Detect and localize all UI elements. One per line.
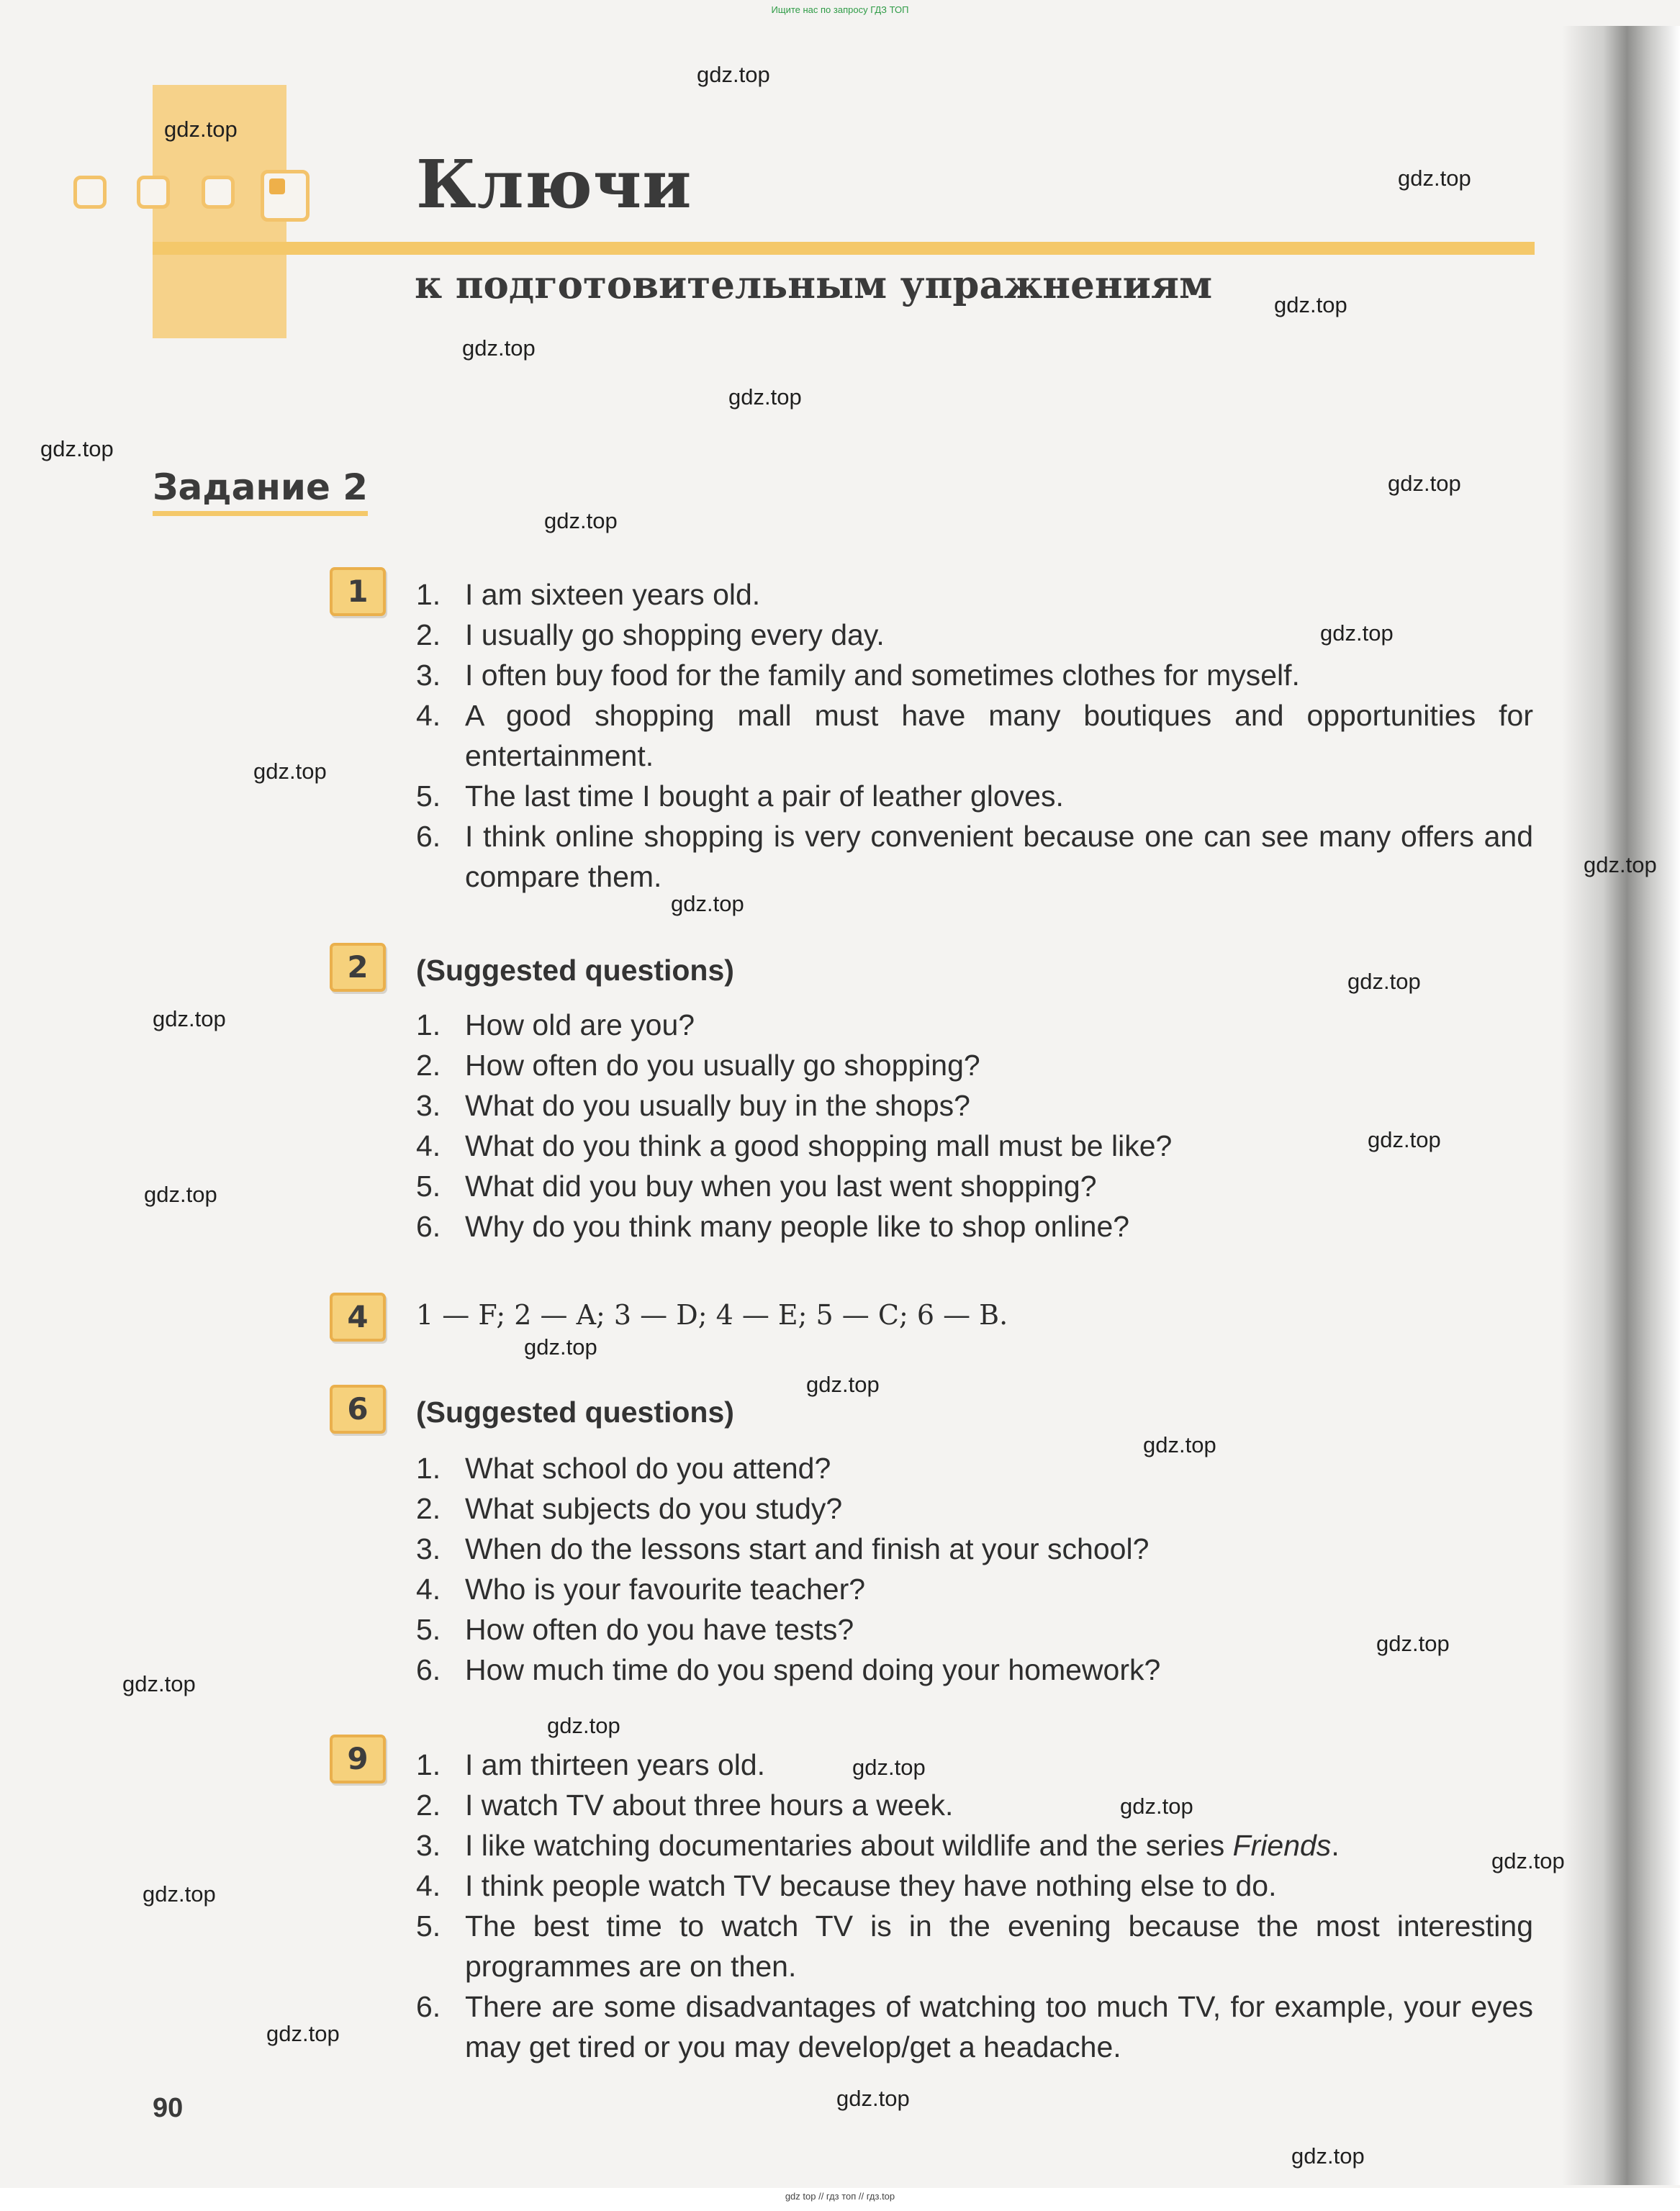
watermark: gdz.top — [544, 508, 618, 533]
watermark: gdz.top — [40, 436, 114, 461]
list-item: 4. I think people watch TV because they have nothing else to do. — [416, 1869, 1277, 1902]
exercise-6-list — [416, 1448, 1533, 1690]
page-number: 90 — [153, 2093, 184, 2123]
list-item: 6. Why do you think many people like to shop online? — [416, 1210, 1130, 1243]
watermark: gdz.top — [164, 117, 238, 142]
watermark: gdz.top — [1120, 1794, 1193, 1819]
watermark: gdz.top — [547, 1713, 620, 1738]
exercise-badge-4: 4 — [330, 1293, 386, 1342]
exercise-2-list — [416, 1005, 1533, 1247]
list-item: 3. What do you usually buy in the shops? — [416, 1089, 970, 1122]
watermark: gdz.top — [1274, 292, 1347, 317]
watermark: gdz.top — [1398, 166, 1471, 191]
watermark: gdz.top — [697, 62, 770, 87]
list-item: 1. What school do you attend? — [416, 1452, 831, 1485]
watermark: gdz.top — [1491, 1848, 1565, 1873]
exercise-4-answer: 1 — F; 2 — A; 3 — D; 4 — E; 5 — C; 6 — B. — [416, 1299, 1008, 1331]
watermark: gdz.top — [836, 2086, 910, 2111]
list-item: 3. When do the lessons start and finish at your school? — [416, 1532, 1150, 1565]
filled-square-icon — [261, 170, 310, 222]
exercise-badge-6: 6 — [330, 1385, 386, 1434]
list-item: 4. A good shopping mall must have many boutiques and opportunities for entertainment. — [416, 699, 1533, 772]
header-accent-line — [153, 242, 1535, 255]
watermark: gdz.top — [1388, 471, 1461, 496]
section-heading: Задание 2 — [153, 469, 368, 516]
watermark: gdz.top — [462, 335, 536, 361]
watermark: gdz.top — [1347, 969, 1421, 994]
watermark: gdz.top — [144, 1182, 217, 1207]
list-item: 1. How old are you? — [416, 1008, 695, 1041]
bottom-note: gdz top // гдз топ // гдз.top — [785, 2191, 895, 2202]
watermark: gdz.top — [266, 2021, 340, 2046]
list-item: 6. There are some disadvantages of watching too much TV, for example, your eyes may get tired or you may develop/get a headache. — [416, 1990, 1533, 2063]
watermark: gdz.top — [728, 384, 802, 410]
book-gutter — [1562, 26, 1680, 2185]
list-item: 2. What subjects do you study? — [416, 1492, 843, 1525]
watermark: gdz.top — [1368, 1127, 1441, 1152]
exercise-badge-9: 9 — [330, 1735, 386, 1783]
list-item: 2. I watch TV about three hours a week. — [416, 1789, 954, 1822]
top-note: Ищите нас по запросу ГДЗ ТОП — [771, 4, 909, 15]
list-item: 3. I like watching documentaries about wildlife and the series Friends. — [416, 1829, 1340, 1862]
list-item: 4. What do you think a good shopping mall must be like? — [416, 1129, 1173, 1162]
watermark: gdz.top — [1291, 2143, 1365, 2169]
square-icon — [202, 176, 235, 209]
list-item: 6. I think online shopping is very convenient because one can see many offers and compare them. — [416, 820, 1533, 893]
list-item: 1. I am thirteen years old. — [416, 1748, 766, 1781]
square-icon — [73, 176, 107, 209]
watermark: gdz.top — [153, 1006, 226, 1031]
exercise-6-heading: (Suggested questions) — [416, 1396, 734, 1429]
list-item: 5. The best time to watch TV is in the evening because the most interesting programmes are on then. — [416, 1909, 1533, 1983]
list-item: 1. I am sixteen years old. — [416, 578, 761, 611]
list-item: 5. What did you buy when you last went shopping? — [416, 1170, 1097, 1203]
list-item: 2. How often do you usually go shopping? — [416, 1049, 980, 1082]
page-title: Ключи — [416, 145, 692, 223]
exercise-badge-2: 2 — [330, 943, 386, 992]
list-item: 6. How much time do you spend doing your homework? — [416, 1653, 1161, 1686]
list-item: 4. Who is your favourite teacher? — [416, 1573, 866, 1606]
watermark: gdz.top — [852, 1755, 926, 1780]
watermark: gdz.top — [1584, 852, 1657, 877]
list-item: 2. I usually go shopping every day. — [416, 618, 885, 651]
exercise-9-list — [416, 1745, 1533, 2067]
watermark: gdz.top — [1320, 620, 1394, 646]
page-subtitle: к подготовительным упражнениям — [415, 263, 1213, 307]
exercise-2-heading: (Suggested questions) — [416, 954, 734, 987]
square-icon — [137, 176, 170, 209]
watermark: gdz.top — [1376, 1631, 1450, 1656]
list-item: 3. I often buy food for the family and sometimes clothes for myself. — [416, 659, 1300, 692]
watermark: gdz.top — [1143, 1432, 1216, 1457]
watermark: gdz.top — [143, 1881, 216, 1907]
exercise-badge-1: 1 — [330, 567, 386, 616]
list-item: 5. The last time I bought a pair of leather gloves. — [416, 779, 1064, 813]
watermark: gdz.top — [253, 759, 327, 784]
watermark: gdz.top — [671, 891, 744, 916]
watermark: gdz.top — [524, 1334, 597, 1360]
watermark: gdz.top — [806, 1372, 880, 1397]
list-item: 5. How often do you have tests? — [416, 1613, 854, 1646]
watermark: gdz.top — [122, 1671, 196, 1696]
